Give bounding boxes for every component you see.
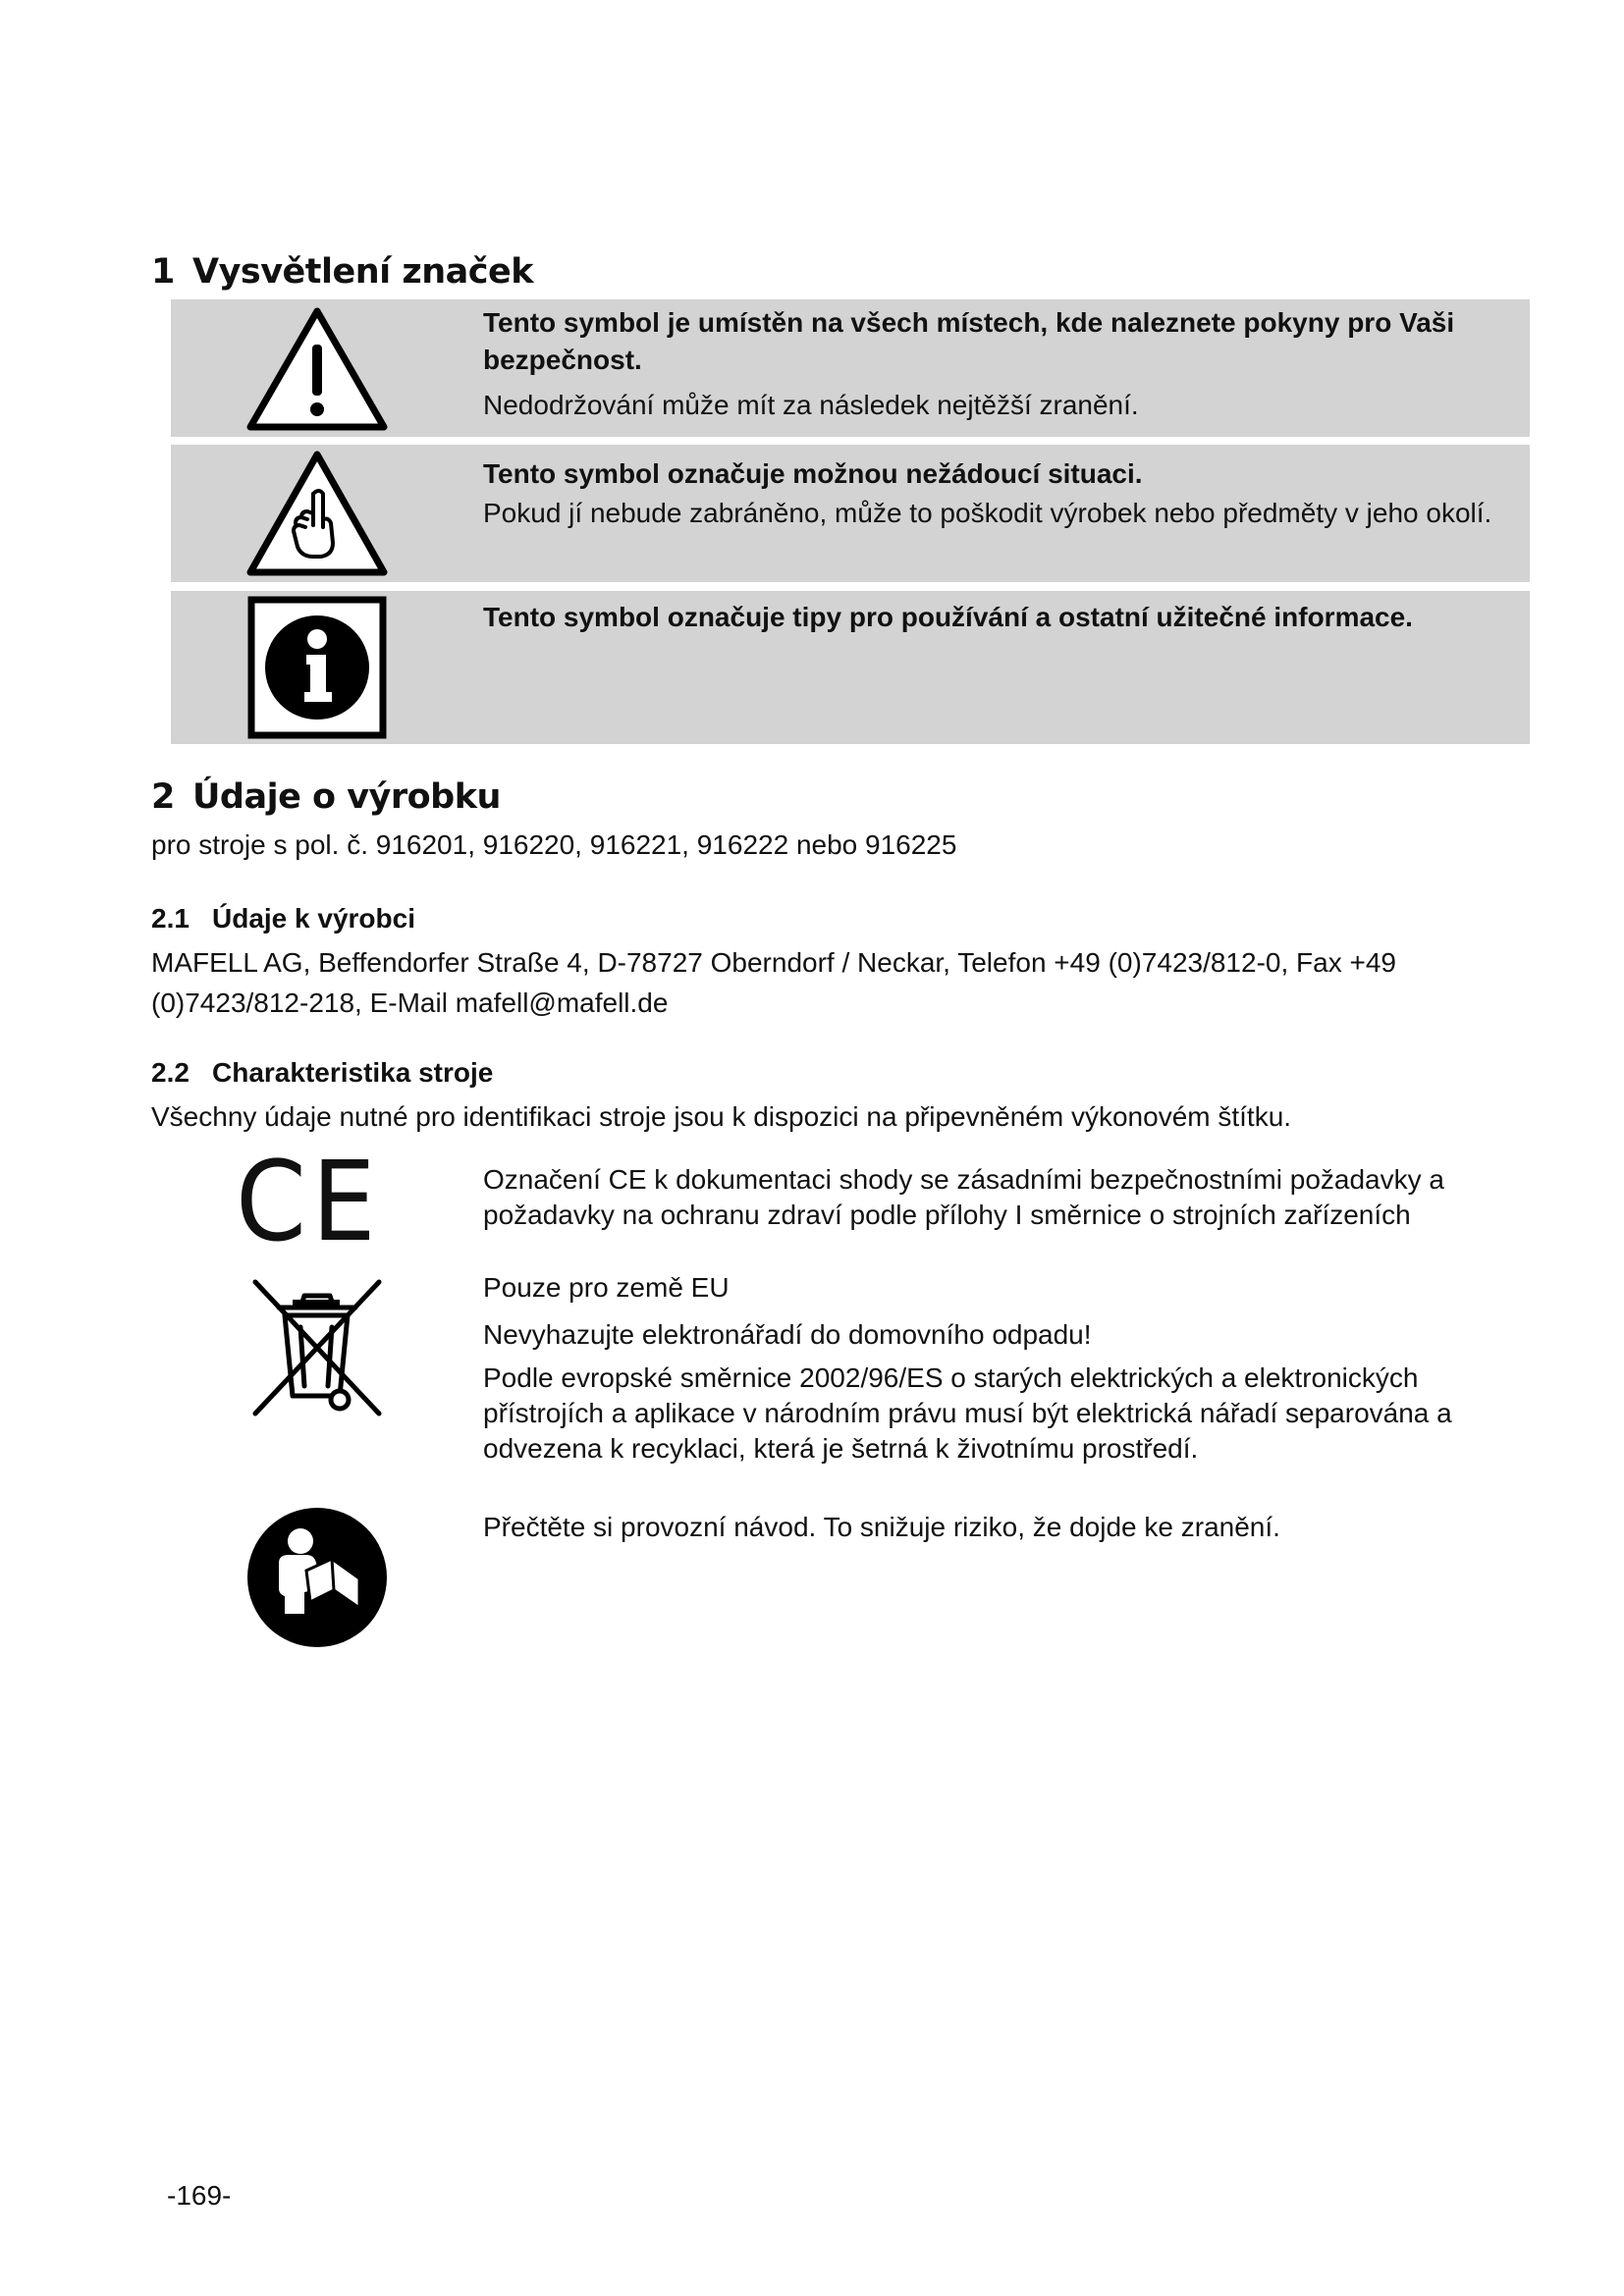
subsection-2-2-title: Charakteristika stroje xyxy=(212,1057,494,1088)
subsection-2-1-heading xyxy=(151,903,415,934)
section-2-intro: pro stroje s pol. č. 916201, 916220, 916221, 916222 nebo 916225 xyxy=(151,829,957,860)
weee-text-line-2: Nevyhazujte elektronářadí do domovního odpadu! xyxy=(483,1319,1092,1350)
ce-text-line-2: požadavky na ochranu zdraví podle přílohy I směrnice o strojních zařízeních xyxy=(483,1200,1411,1230)
weee-text-line-3: Podle evropské směrnice 2002/96/ES o starých elektrických a elektronických xyxy=(483,1362,1419,1393)
section-2-heading xyxy=(151,777,501,817)
read-manual-icon xyxy=(245,1506,389,1649)
subsection-2-1-number: 2.1 xyxy=(151,903,189,934)
manual-text: Přečtěte si provozní návod. To snižuje riziko, že dojde ke zranění. xyxy=(483,1512,1280,1542)
weee-text-line-4: přístrojích a aplikace v národním právu musí být elektrická nářadí separována a xyxy=(483,1398,1452,1428)
weee-text xyxy=(483,1270,1452,1467)
symbol-row-1-text xyxy=(483,304,1454,424)
symbol-row-3-text xyxy=(483,599,1413,636)
info-icon xyxy=(247,596,387,739)
warning-triangle-exclamation-icon xyxy=(244,305,390,433)
subsection-2-1-title: Údaje k výrobci xyxy=(212,903,415,934)
ce-text-line-1: Označení CE k dokumentaci shody se zásadními bezpečnostními požadavky a xyxy=(483,1164,1444,1195)
page-number: -169- xyxy=(167,2180,232,2211)
symbol-row-1-bold-line-2: bezpečnost. xyxy=(483,345,642,375)
symbol-row-1-bold-line-1: Tento symbol je umístěn na všech místech, kde naleznete pokyny pro Vaši xyxy=(483,307,1455,338)
subsection-2-2-heading xyxy=(151,1057,493,1089)
symbol-row-2-text xyxy=(483,455,1491,532)
symbol-row-2-bold: Tento symbol označuje možnou nežádoucí situaci. xyxy=(483,458,1143,489)
caution-triangle-hand-icon xyxy=(244,449,390,578)
subsection-2-2-intro: Všechny údaje nutné pro identifikaci stroje jsou k dispozici na připevněném výkonovém štítku. xyxy=(151,1101,1292,1132)
crossed-out-wheelie-bin-icon xyxy=(249,1278,385,1417)
section-1-number: 1 xyxy=(151,252,175,292)
section-2-title: Údaje o výrobku xyxy=(192,777,501,817)
manufacturer-line-2: (0)7423/812-218, E-Mail mafell@mafell.de xyxy=(151,988,669,1018)
section-1-title: Vysvětlení značek xyxy=(192,252,534,292)
subsection-2-2-number: 2.2 xyxy=(151,1057,189,1088)
weee-text-line-1: Pouze pro země EU xyxy=(483,1272,730,1303)
section-2-number: 2 xyxy=(151,777,175,817)
symbol-row-1-description: Nedodržování může mít za následek nejtěžší zranění. xyxy=(483,390,1139,420)
manufacturer-line-1: MAFELL AG, Beffendorfer Straße 4, D-78727 Oberndorf / Neckar, Telefon +49 (0)7423/812-0, Fax +49 xyxy=(151,947,1396,978)
section-1-heading xyxy=(151,252,533,292)
weee-text-line-5: odvezena k recyklaci, která je šetrná k životnímu prostředí. xyxy=(483,1433,1199,1464)
ce-text xyxy=(483,1162,1444,1233)
ce-mark-icon: CE xyxy=(236,1139,382,1266)
symbol-row-3-bold: Tento symbol označuje tipy pro používání a ostatní užitečné informace. xyxy=(483,602,1413,632)
symbol-row-2-description: Pokud jí nebude zabráněno, může to poškodit výrobek nebo předměty v jeho okolí. xyxy=(483,498,1492,528)
